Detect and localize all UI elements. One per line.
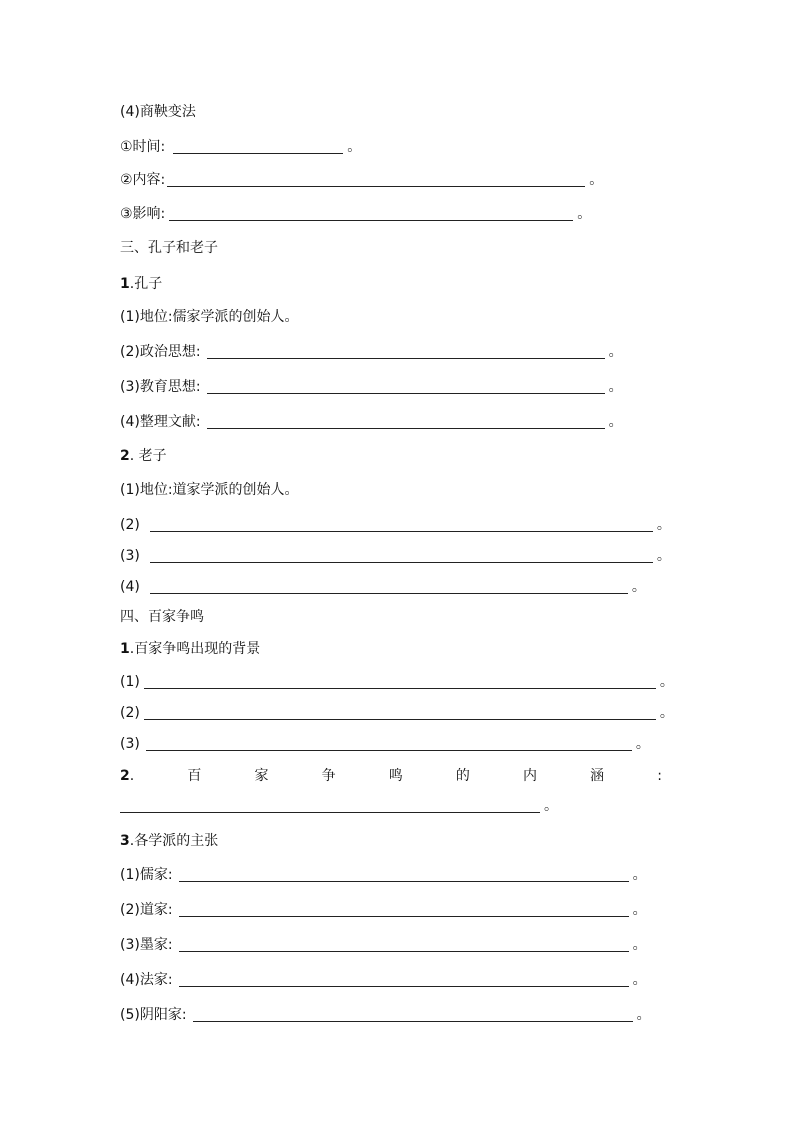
schools-title: 3 .各学派的主张 [120,833,219,849]
school-mohist-row: (3)墨家: 。 [120,937,647,953]
fill-blank[interactable] [207,428,605,429]
shangyang-impact-row: ③影响: 。 [120,206,592,222]
background-item-3: (3) 。 [120,736,650,752]
fill-blank[interactable] [146,750,632,751]
meaning-title-justified: 2. 百 家 争 鸣 的 内 涵 : [120,768,662,784]
fill-blank[interactable] [169,220,573,221]
background-item-1: (1) 。 [120,674,674,690]
fill-blank[interactable] [120,812,540,813]
shangyang-time-row: ①时间: 。 [120,139,362,155]
fill-blank[interactable] [144,719,656,720]
school-taoist-row: (2)道家: 。 [120,902,647,918]
school-legalist-row: (4)法家: 。 [120,972,647,988]
kongzi-position: (1)地位:儒家学派的创始人。 [120,309,299,325]
fill-blank[interactable] [167,186,585,187]
laozi-item-2: (2) 。 [120,517,671,533]
laozi-item-3: (3) 。 [120,548,671,564]
fill-blank[interactable] [144,688,656,689]
fill-blank[interactable] [207,393,605,394]
heading-baijia: 四、百家争鸣 [120,609,204,625]
fill-blank[interactable] [179,881,629,882]
kongzi-title: 1 .孔子 [120,276,163,292]
school-yinyang-row: (5)阴阳家: 。 [120,1007,651,1023]
baijia-background-title: 1 .百家争鸣出现的背景 [120,641,261,657]
fill-blank[interactable] [150,593,628,594]
laozi-position: (1)地位:道家学派的创始人。 [120,482,299,498]
shangyang-content-row: ②内容: 。 [120,172,604,188]
kongzi-education-row: (3)教育思想: 。 [120,379,623,395]
kongzi-literature-row: (4)整理文献: 。 [120,414,623,430]
fill-blank[interactable] [150,562,653,563]
laozi-title: 2 . 老子 [120,448,167,464]
kongzi-politics-row: (2)政治思想: 。 [120,344,623,360]
fill-blank[interactable] [193,1021,633,1022]
fill-blank[interactable] [173,153,343,154]
fill-blank[interactable] [207,358,605,359]
fill-blank[interactable] [179,986,629,987]
fill-blank[interactable] [150,531,653,532]
meaning-answer-row: 。 [120,796,558,816]
laozi-item-4: (4) 。 [120,579,646,595]
background-item-2: (2) 。 [120,705,674,721]
fill-blank[interactable] [179,916,629,917]
fill-blank[interactable] [179,951,629,952]
heading-kongzi-laozi: 三、孔子和老子 [120,240,218,256]
school-confucian-row: (1)儒家: 。 [120,867,647,883]
shangyang-title: (4)商鞅变法 [120,104,196,120]
